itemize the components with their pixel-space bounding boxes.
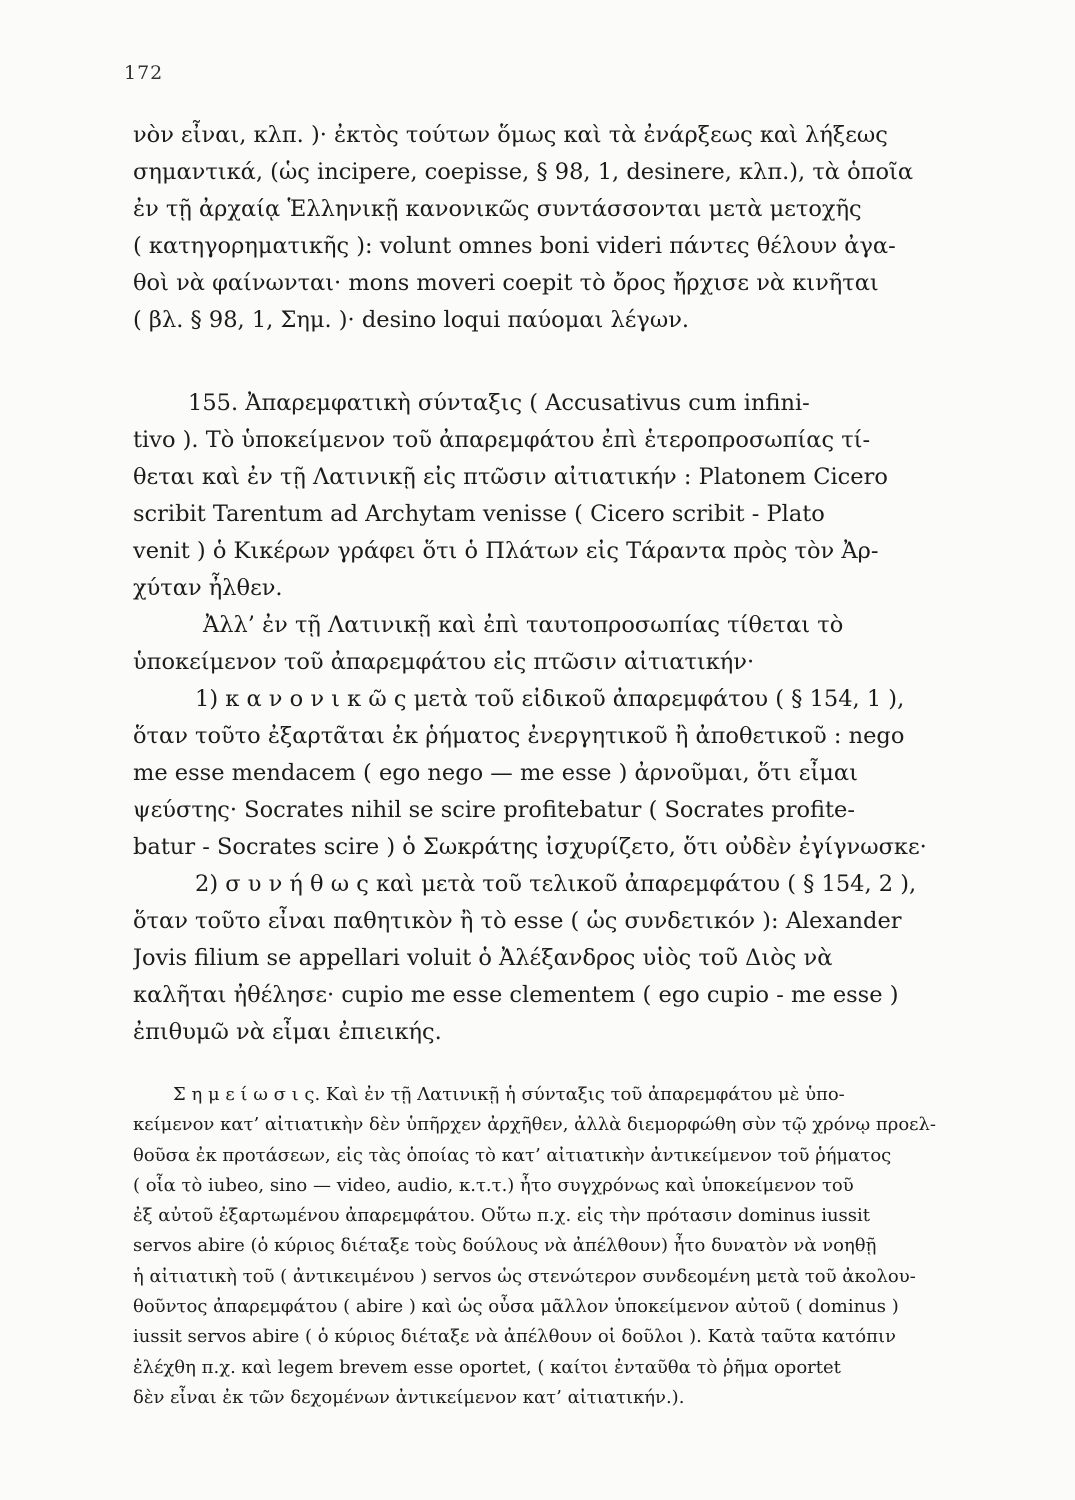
- note-line: δὲν εἶναι ἐκ τῶν δεχομένων ἀντικείμενον κατ’ αἰτιατικήν.).: [133, 1386, 685, 1408]
- text-line: χύταν ἦλθεν.: [133, 575, 283, 601]
- text-line: θεται καὶ ἐν τῇ Λατινικῇ εἰς πτῶσιν αἰτιατικήν : Platonem Cicero: [133, 464, 888, 490]
- text-line: Jovis filium se appellari voluit ὁ Ἀλέξανδρος υἱὸς τοῦ Διὸς νὰ: [133, 945, 833, 971]
- note-line: ἐλέχθη π.χ. καὶ legem brevem esse oportet, ( καίτοι ἐνταῦθα τὸ ῥῆμα oportet: [133, 1356, 841, 1378]
- text-line: σημαντικά, (ὡς incipere, coepisse, § 98, 1, desinere, κλπ.), τὰ ὁποῖα: [133, 159, 914, 185]
- note-line: iussit servos abire ( ὁ κύριος διέταξε νὰ ἀπέλθουν οἱ δοῦλοι ). Κατὰ ταῦτα κατόπιν: [133, 1326, 896, 1348]
- text-line: venit ) ὁ Κικέρων γράφει ὅτι ὁ Πλάτων εἰς Τάραντα πρὸς τὸν Ἀρ-: [133, 538, 879, 564]
- text-line: 1) κ α ν ο ν ι κ ῶ ς μετὰ τοῦ εἰδικοῦ ἀπαρεμφάτου ( § 154, 1 ),: [195, 686, 905, 712]
- text-line: ὅταν τοῦτο εἶναι παθητικὸν ἢ τὸ esse ( ὡς συνδετικόν ): Alexander: [133, 908, 902, 934]
- text-line: batur - Socrates scire ) ὁ Σωκράτης ἰσχυρίζετο, ὅτι οὐδὲν ἐγίγνωσκε·: [133, 834, 927, 860]
- note-line: θοῦσα ἐκ προτάσεων, εἰς τὰς ὁποίας τὸ κατ’ αἰτιατικὴν ἀντικείμενον τοῦ ῥήματος: [133, 1144, 892, 1166]
- text-line: Ἀλλ’ ἐν τῇ Λατινικῇ καὶ ἐπὶ ταυτοπροσωπίας τίθεται τὸ: [203, 612, 844, 638]
- note-line: ἡ αἰτιατικὴ τοῦ ( ἀντικειμένου ) servos ὡς στενώτερον συνδεομένη μετὰ τοῦ ἀκολου-: [133, 1265, 916, 1287]
- text-line: ἐν τῇ ἀρχαίᾳ Ἑλληνικῇ κανονικῶς συντάσσονται μετὰ μετοχῆς: [133, 196, 862, 222]
- text-line: ὅταν τοῦτο ἐξαρτᾶται ἐκ ῥήματος ἐνεργητικοῦ ἢ ἀποθετικοῦ : nego: [133, 723, 905, 749]
- footnote: [133, 1080, 995, 1413]
- text-line: ( κατηγορηματικῆς ): volunt omnes boni videri πάντες θέλουν ἀγα-: [133, 233, 896, 259]
- text-line: scribit Tarentum ad Archytam venisse ( Cicero scribit - Plato: [133, 501, 825, 527]
- text-line: ψεύστης· Socrates nihil se scire profitebatur ( Socrates profite-: [133, 797, 855, 823]
- text-line: tivo ). Τὸ ὑποκείμενον τοῦ ἀπαρεμφάτου ἐπὶ ἑτεροπροσωπίας τί-: [133, 427, 871, 453]
- section-155: [133, 385, 995, 1051]
- paragraph-intro: [133, 117, 995, 339]
- page-number: 172: [124, 62, 164, 84]
- text-line: καλῆται ἠθέλησε· cupio me esse clementem ( ego cupio - me esse ): [133, 982, 899, 1008]
- text-line: 2) σ υ ν ή θ ω ς καὶ μετὰ τοῦ τελικοῦ ἀπαρεμφάτου ( § 154, 2 ),: [195, 871, 917, 897]
- note-line: Σ η μ ε ί ω σ ι ς. Καὶ ἐν τῇ Λατινικῇ ἡ σύνταξις τοῦ ἀπαρεμφάτου μὲ ὑπο-: [173, 1084, 845, 1105]
- note-line: servos abire (ὁ κύριος διέταξε τοὺς δούλους νὰ ἀπέλθουν) ἦτο δυνατὸν νὰ νοηθῇ: [133, 1235, 877, 1257]
- text-line: θοὶ νὰ φαίνωνται· mons moveri coepit τὸ ὄρος ἤρχισε νὰ κινῆται: [133, 270, 879, 296]
- text-line: me esse mendacem ( ego nego — me esse ) ἀρνοῦμαι, ὅτι εἶμαι: [133, 760, 858, 786]
- text-line: ( βλ. § 98, 1, Σημ. )· desino loqui παύομαι λέγων.: [133, 307, 690, 333]
- text-line: νὸν εἶναι, κλπ. )· ἐκτὸς τούτων ὅμως καὶ τὰ ἐνάρξεως καὶ λήξεως: [133, 122, 888, 148]
- text-line: ἐπιθυμῶ νὰ εἶμαι ἐπιεικής.: [133, 1019, 442, 1045]
- text-line: ὑποκείμενον τοῦ ἀπαρεμφάτου εἰς πτῶσιν αἰτιατικήν·: [133, 649, 755, 675]
- note-line: θοῦντος ἀπαρεμφάτου ( abire ) καὶ ὡς οὖσα μᾶλλον ὑποκείμενον αὐτοῦ ( dominus ): [133, 1296, 899, 1318]
- note-line: ἐξ αὐτοῦ ἐξαρτωμένου ἀπαρεμφάτου. Οὕτω π.χ. εἰς τὴν πρότασιν dominus iussit: [133, 1205, 871, 1227]
- note-line: κείμενον κατ’ αἰτιατικὴν δὲν ὑπῆρχεν ἀρχῆθεν, ἀλλὰ διεμορφώθη σὺν τῷ χρόνῳ προελ-: [133, 1114, 936, 1136]
- section-heading: 155. Ἀπαρεμφατικὴ σύνταξις ( Accusativus cum infini-: [188, 390, 810, 416]
- note-line: ( οἷα τὸ iubeo, sino — video, audio, κ.τ.τ.) ἦτο συγχρόνως καὶ ὑποκείμενον τοῦ: [133, 1174, 854, 1196]
